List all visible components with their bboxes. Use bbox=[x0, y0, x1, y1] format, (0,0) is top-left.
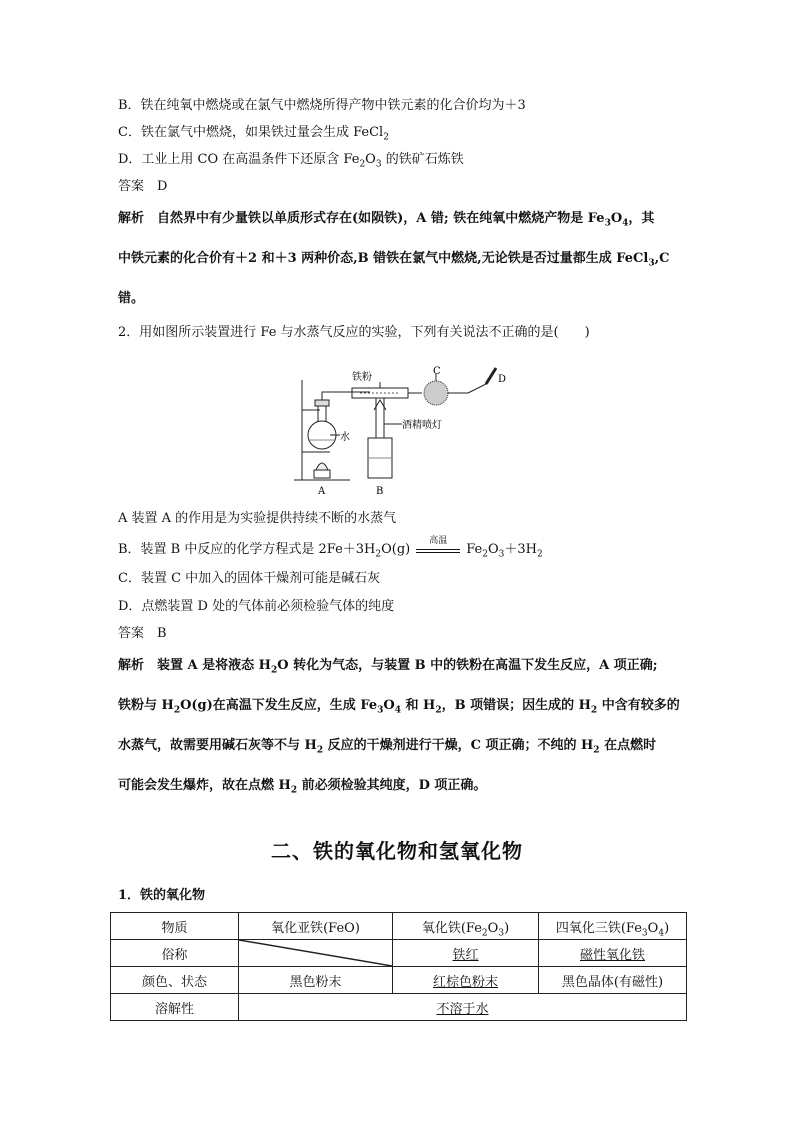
q2-option-b bbox=[118, 536, 543, 560]
subscript: 3 bbox=[641, 928, 648, 939]
apparatus-figure bbox=[290, 360, 510, 500]
iron-oxides-table bbox=[110, 912, 687, 1021]
subscript: 3 bbox=[498, 928, 505, 939]
q1-answer: 答案 D bbox=[118, 179, 168, 194]
q1-explanation bbox=[118, 199, 680, 319]
subscript: 2 bbox=[316, 745, 324, 756]
flask-stopper bbox=[315, 400, 329, 406]
q1-explanation-line-1 bbox=[118, 199, 680, 239]
q1-explanation-line-2 bbox=[118, 239, 680, 279]
table-cell: 俗称 bbox=[111, 940, 239, 967]
text-run: O bbox=[383, 698, 395, 713]
table-header-cell: 氧化亚铁(FeO) bbox=[239, 913, 393, 940]
table-row bbox=[111, 967, 687, 994]
q2-answer: 答案 B bbox=[118, 626, 167, 641]
label-c: C bbox=[433, 366, 441, 377]
table-cell: 黑色晶体(有磁性) bbox=[539, 967, 687, 994]
drying-tube-c bbox=[424, 381, 448, 405]
reaction-condition bbox=[416, 536, 460, 553]
text-run: 前必须检验其纯度，D 项正确。 bbox=[297, 778, 487, 793]
text-run: O 转化为气态，与装置 B 中的铁粉在高温下发生反应，A 项正确; bbox=[277, 658, 658, 673]
flame-a bbox=[316, 463, 328, 470]
label-d: D bbox=[498, 374, 507, 385]
subscript: 2 bbox=[481, 928, 488, 939]
subscript: 2 bbox=[482, 549, 488, 560]
q2-explanation-line-2 bbox=[118, 686, 680, 726]
text-run: ) bbox=[504, 920, 510, 936]
condition-text: 高温 bbox=[429, 536, 448, 546]
q1-option-d-text: D．工业上用 CO 在高温条件下还原含 Fe bbox=[118, 152, 360, 167]
text-run: ,C bbox=[654, 251, 670, 266]
table-cell-diagonal bbox=[239, 940, 393, 967]
text-run: 铁粉与 H bbox=[118, 698, 174, 713]
table-header-cell bbox=[393, 913, 539, 940]
table-cell: 溶解性 bbox=[111, 994, 239, 1021]
q1-option-c bbox=[118, 124, 389, 142]
subscript: 2 bbox=[435, 705, 442, 716]
subscript: 3 bbox=[498, 549, 505, 560]
q2-explanation-line-1 bbox=[118, 646, 680, 686]
subscript: 2 bbox=[290, 785, 298, 796]
text-run: 解析 装置 A 是将液态 H bbox=[118, 658, 271, 673]
table-cell bbox=[393, 967, 539, 994]
q1-option-d-text: O bbox=[365, 152, 376, 167]
subscript: 2 bbox=[537, 549, 543, 560]
text-run: ＋3H bbox=[504, 542, 538, 557]
text-run: B．装置 B 中反应的化学方程式是 2Fe＋3H bbox=[118, 542, 376, 557]
text-run: 中铁元素的化合价有＋2 和＋3 两种价态,B 错铁在氯气中燃烧,无论铁是否过量都生成 FeCl bbox=[118, 251, 649, 266]
subscript: 2 bbox=[590, 705, 598, 716]
label-water: 水 bbox=[340, 432, 350, 443]
subscript: 3 bbox=[375, 159, 382, 170]
text-run: ，其 bbox=[628, 211, 655, 226]
q2-option-c: C．装置 C 中加入的固体干燥剂可能是碱石灰 bbox=[118, 571, 381, 586]
table-row bbox=[111, 940, 687, 967]
text-run: 水蒸气，故需要用碱石灰等不与 H bbox=[118, 738, 317, 753]
table-cell: 黑色粉末 bbox=[239, 967, 393, 994]
label-a: A bbox=[318, 486, 326, 497]
text-run: 四氧化三铁(Fe bbox=[555, 920, 642, 936]
q2-option-d: D．点燃装置 D 处的气体前必须检验气体的纯度 bbox=[118, 599, 395, 614]
subscript: 2 bbox=[593, 745, 600, 756]
text-run: 中含有较多的 bbox=[597, 698, 680, 713]
text-run: 可能会发生爆炸，故在点燃 H bbox=[118, 778, 291, 793]
table-header-cell bbox=[539, 913, 687, 940]
q1-option-d-text: 的铁矿石炼铁 bbox=[381, 152, 464, 167]
underlined-text: 不溶于水 bbox=[436, 1001, 489, 1017]
q2-option-a: A 装置 A 的作用是为实验提供持续不断的水蒸气 bbox=[118, 511, 397, 526]
text-run: 氧化铁(Fe bbox=[421, 920, 482, 936]
table-header-cell: 物质 bbox=[111, 913, 239, 940]
subscript: 3 bbox=[648, 258, 655, 269]
text-run: O bbox=[610, 211, 623, 226]
q1-option-d bbox=[118, 151, 464, 169]
q2-explanation bbox=[118, 646, 680, 806]
subscript: 4 bbox=[622, 218, 629, 229]
subscript: 2 bbox=[359, 159, 366, 170]
text-run: 反应的干燥剂进行干燥，C 项正确；不纯的 H bbox=[323, 738, 594, 753]
q2-stem: 2．用如图所示装置进行 Fe 与水蒸气反应的实验，下列有关说法不正确的是( ) bbox=[118, 325, 590, 340]
diagonal-line bbox=[239, 940, 392, 966]
section-heading: 二、铁的氧化物和氢氧化物 bbox=[271, 839, 523, 863]
outlet-d bbox=[486, 368, 496, 384]
text-run: O bbox=[487, 920, 499, 936]
underlined-text: 铁红 bbox=[452, 947, 479, 963]
subscript: 2 bbox=[270, 665, 278, 676]
lamp-a bbox=[314, 470, 330, 478]
text-run: Fe bbox=[466, 542, 483, 557]
subscript: 2 bbox=[375, 549, 382, 560]
text-run: 在点燃时 bbox=[599, 738, 657, 753]
q2-explanation-line-3 bbox=[118, 726, 680, 766]
label-b: B bbox=[376, 486, 384, 497]
subsection-title: 1．铁的氧化物 bbox=[118, 888, 206, 903]
subscript: 2 bbox=[383, 132, 389, 143]
text-run: 解析 自然界中有少量铁以单质形式存在(如陨铁)，A 错; 铁在纯氧中燃烧产物是 Fe bbox=[118, 211, 605, 226]
q1-option-b-text: B．铁在纯氧中燃烧或在氯气中燃烧所得产物中铁元素的化合价均为＋3 bbox=[118, 98, 526, 113]
text-run: O bbox=[488, 542, 499, 557]
table-cell: 颜色、状态 bbox=[111, 967, 239, 994]
subscript: 4 bbox=[658, 928, 665, 939]
q2-explanation-line-4 bbox=[118, 766, 680, 806]
text-run: O(g) bbox=[381, 542, 411, 557]
text-run: ，B 项错误；因生成的 H bbox=[441, 698, 591, 713]
text-run: ) bbox=[664, 920, 670, 936]
subscript: 4 bbox=[394, 705, 401, 716]
q1-option-c-text: C．铁在氯气中燃烧，如果铁过量会生成 FeCl bbox=[118, 125, 384, 140]
table-cell bbox=[539, 940, 687, 967]
subscript: 3 bbox=[604, 218, 611, 229]
table-row bbox=[111, 913, 687, 940]
table-cell bbox=[239, 994, 687, 1021]
label-burner: 酒精喷灯 bbox=[402, 420, 442, 431]
underlined-text: 红棕色粉末 bbox=[432, 974, 498, 990]
table-row bbox=[111, 994, 687, 1021]
q1-explanation-line-3: 错。 bbox=[118, 291, 145, 306]
label-iron-powder: 铁粉 bbox=[352, 372, 372, 383]
tube-a-b bbox=[322, 392, 370, 400]
table-cell bbox=[393, 940, 539, 967]
text-run: O bbox=[647, 920, 659, 936]
q1-option-b bbox=[118, 97, 526, 115]
underlined-text: 磁性氧化铁 bbox=[579, 947, 645, 963]
text-run: O(g)在高温下发生反应，生成 Fe bbox=[180, 698, 378, 713]
subscript: 3 bbox=[377, 705, 384, 716]
subscript: 2 bbox=[173, 705, 181, 716]
text-run: 和 H bbox=[400, 698, 436, 713]
